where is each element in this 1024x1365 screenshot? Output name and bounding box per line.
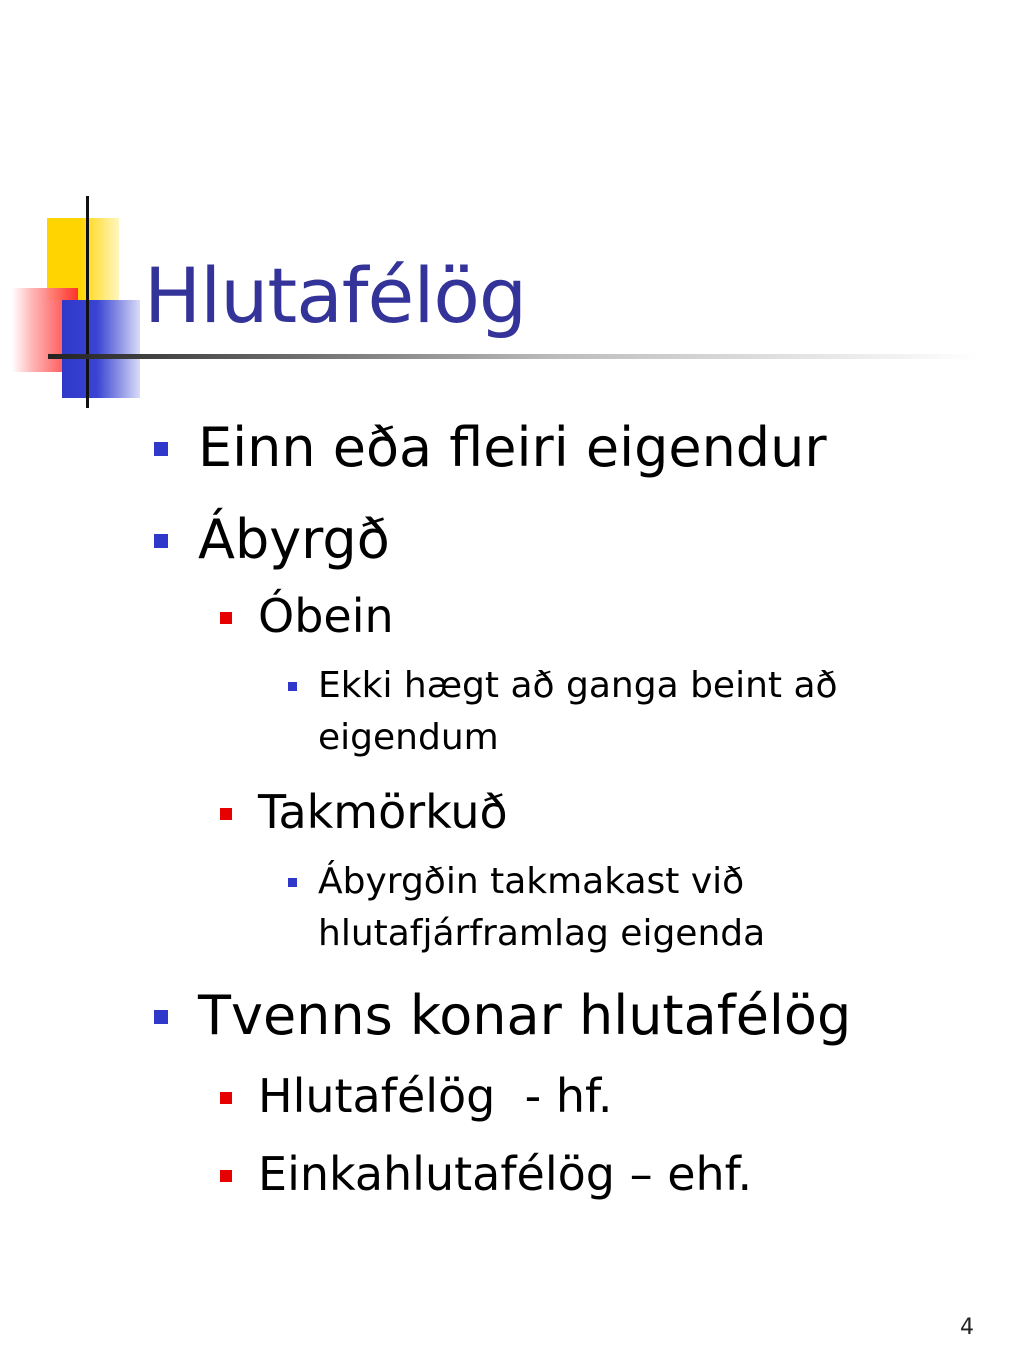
sub-bullet-square-icon	[220, 1170, 232, 1182]
sub-bullet-text: Óbein	[258, 589, 394, 643]
bullet-text: Ábyrgð	[198, 508, 390, 571]
sub-bullet-square-icon	[220, 612, 232, 624]
sub-bullet-item	[258, 588, 394, 644]
sub-bullet-square-icon	[220, 808, 232, 820]
bullet-text: Tvenns konar hlutafélög	[198, 984, 852, 1047]
bullet-item	[198, 416, 827, 480]
sub-bullet-text: Hlutafélög - hf.	[258, 1069, 613, 1123]
slide-title: Hlutafélög	[144, 251, 527, 340]
sub-sub-bullet-square-icon	[288, 682, 297, 691]
bullet-square-icon	[154, 534, 168, 548]
bullet-text: Einn eða fleiri eigendur	[198, 416, 827, 479]
page-number: 4	[960, 1315, 974, 1340]
sub-bullet-item	[258, 784, 508, 840]
sub-bullet-square-icon	[220, 1092, 232, 1104]
bullet-item	[198, 984, 851, 1048]
sub-sub-bullet-item	[318, 660, 938, 764]
sub-bullet-text: Takmörkuð	[258, 785, 508, 839]
sub-sub-bullet-square-icon	[288, 878, 297, 887]
sub-bullet-item	[258, 1068, 612, 1124]
bullet-item	[198, 508, 390, 572]
sub-sub-bullet-item	[318, 856, 938, 960]
sub-bullet-item	[258, 1146, 752, 1202]
sub-sub-bullet-text: Ekki hægt að ganga beint að eigendum	[318, 665, 838, 758]
sub-bullet-text: Einkahlutafélög – ehf.	[258, 1147, 753, 1201]
bullet-square-icon	[154, 442, 168, 456]
sub-sub-bullet-text: Ábyrgðin takmakast við hlutafjárframlag eigenda	[318, 861, 766, 954]
bullet-square-icon	[154, 1010, 168, 1024]
